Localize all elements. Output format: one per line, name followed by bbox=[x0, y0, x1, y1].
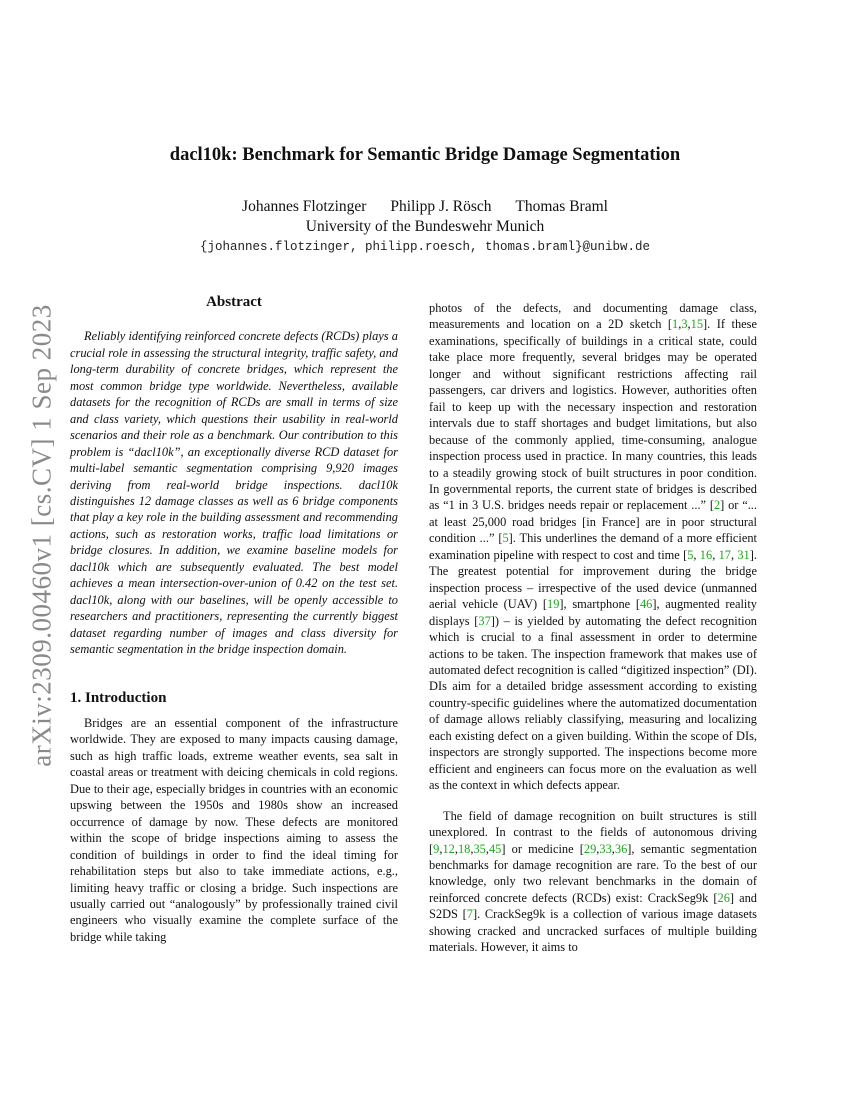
affiliation: University of the Bundeswehr Munich bbox=[305, 218, 545, 235]
citation-link[interactable]: 19 bbox=[547, 597, 560, 612]
citation-link[interactable]: 45 bbox=[488, 841, 502, 856]
citation-link[interactable]: 7 bbox=[466, 907, 473, 922]
citation-link[interactable]: 46 bbox=[639, 597, 653, 612]
citation-link[interactable]: 36 bbox=[614, 841, 628, 856]
intro-paragraph: The field of damage recognition on built structures is still unexplored. In contrast to the fields of autonomous driving [9,12,18,35,45] or medicine [29,33,36], semantic segmentation benchmarks for damage recognition are rare. To the best of our knowledge, only two relevant benchmarks in the domain of reinforced concrete defects (RCDs) exist: CrackSeg9k [26] and S2DS [7]. CrackSeg9k is a collection of various image datasets showing cracked and uncracked surfaces of multiple building materials. However, it aims to bbox=[429, 808, 758, 955]
intro-paragraph: photos of the defects, and documenting damage class, measurements and location on a 2D sketch [1,3,15]. If these examinations, specifically of buildings in a critical state, could take place more frequently, several bridges may be operated longer and without significant restrictions affecting rail passengers, car drivers and logistics. However, authorities often fail to keep up with the necessary inspection and restoration intervals due to staff shortages and budget limitations, but also because of the commonly applied, time-consuming, analogue inspection process used in practice. In many countries, this leads to a steadily growing stock of built structures in poor condition. In governmental reports, the current state of bridges is described as “1 in 3 U.S. bridges needs repair or replacement ...” [2] or “... at least 25,000 road bridges [in France] are in poor structural condition ...” [5]. This underlines the demand of a more efficient examination pipeline with respect to cost and time [5, 16, 17, 31]. The greatest potential for improvement during the bridge inspection process – irrespective of the used device (unmanned aerial vehicle (UAV) [19], smartphone [46], augmented reality displays [37]) – is yielded by automating the defect recognition which is crucial to a final assessment in order to determine actions to be taken. The inspection framework that makes use of automated defect recognition is called “digitized inspection” (DI). DIs aim for a detailed bridge assessment according to existing country-specific guidelines where the automatized documentation of damage allows reliably classifying, measuring and localizing each existing defect on a given building. Within the scope of DIs, inspectors are strongly supported. The inspections become more efficient and engineers can focus more on the evaluation as well as the context in which defects appear. bbox=[429, 301, 757, 793]
left-column bbox=[70, 294, 398, 945]
citation-link[interactable]: 37 bbox=[478, 613, 491, 628]
author-name: Philipp J. Rösch bbox=[390, 198, 492, 215]
abstract-text: Reliably identifying reinforced concrete defects (RCDs) plays a crucial role in assessing the structural integrity, traffic safety, and long-term durability of concrete bridges, which represent the most common bridge type worldwide. Nevertheless, available datasets for the recognition of RCDs are small in terms of size and class variety, which questions their usability in real-world scenarios and their role as a benchmark. Our contribution to this problem is “dacl10k”, an exceptionally diverse RCD dataset for multi-label semantic segmentation comprising 9,920 images deriving from real-world bridge inspections. dacl10k distinguishes 12 damage classes as well as 6 bridge components that play a key role in the building assessment and recommending actions, such as restoration works, traffic load limitations or bridge closures. In addition, we examine baseline models for dacl10k which are subsequently evaluated. The best model achieves a mean intersection-over-union of 0.42 on the test set. dacl10k, along with our baselines, will be openly accessible to researchers and practitioners, representing the currently biggest dataset regarding number of images and class diversity for semantic segmentation in the bridge inspection domain. bbox=[70, 329, 398, 657]
introduction-heading: 1. Introduction bbox=[70, 689, 167, 706]
citation-link[interactable]: 26 bbox=[717, 890, 730, 905]
citation-link[interactable]: 17 bbox=[718, 547, 731, 562]
arxiv-stamp-text: arXiv:2309.00460v1 [cs.CV] 1 Sep 2023 bbox=[26, 303, 57, 767]
citation-link[interactable]: 9 bbox=[433, 841, 440, 856]
author-name: Thomas Braml bbox=[515, 198, 608, 215]
citation-link[interactable]: 33 bbox=[599, 841, 612, 856]
citation-link[interactable]: 29 bbox=[583, 841, 597, 856]
author-list bbox=[0, 198, 850, 216]
citation-link[interactable]: 16 bbox=[699, 547, 713, 562]
arxiv-stamp bbox=[22, 295, 62, 775]
citation-link[interactable]: 31 bbox=[737, 547, 750, 562]
intro-paragraph: Bridges are an essential component of the infrastructure worldwide. They are exposed to many impacts causing damage, such as high traffic loads, extreme weather events, sea salt in coastal areas or treatment with deicing chemicals in cold regions. Due to their age, especially bridges in countries with an economic upswing between the 1950s and 1980s show an increased occurrence of damage by now. These defects are monitored within the scope of bridge inspections aiming to assess the condition of buildings in order to find the ideal timing for rehabilitation steps but also to take immediate actions, e.g., limiting heavy traffic or closing a bridge. Such inspections are usually carried out “analogously” by professionally trained civil engineers who visually examine the complete surface of the bridge while taking bbox=[70, 715, 398, 944]
citation-link[interactable]: 5 bbox=[502, 531, 509, 546]
citation-link[interactable]: 1 bbox=[672, 317, 679, 332]
abstract-heading: Abstract bbox=[206, 294, 262, 310]
right-column bbox=[429, 300, 757, 956]
citation-link[interactable]: 15 bbox=[690, 317, 704, 332]
citation-link[interactable]: 5 bbox=[687, 547, 694, 562]
citation-link[interactable]: 18 bbox=[457, 841, 471, 856]
citation-link[interactable]: 12 bbox=[442, 841, 455, 856]
citation-link[interactable]: 3 bbox=[681, 317, 688, 332]
paper-title: dacl10k: Benchmark for Semantic Bridge Damage Segmentation bbox=[169, 145, 681, 165]
author-emails: {johannes.flotzinger, philipp.roesch, thomas.braml}@unibw.de bbox=[199, 240, 651, 254]
citation-link[interactable]: 2 bbox=[713, 498, 721, 513]
author-name: Johannes Flotzinger bbox=[242, 198, 367, 215]
citation-link[interactable]: 35 bbox=[473, 841, 486, 856]
